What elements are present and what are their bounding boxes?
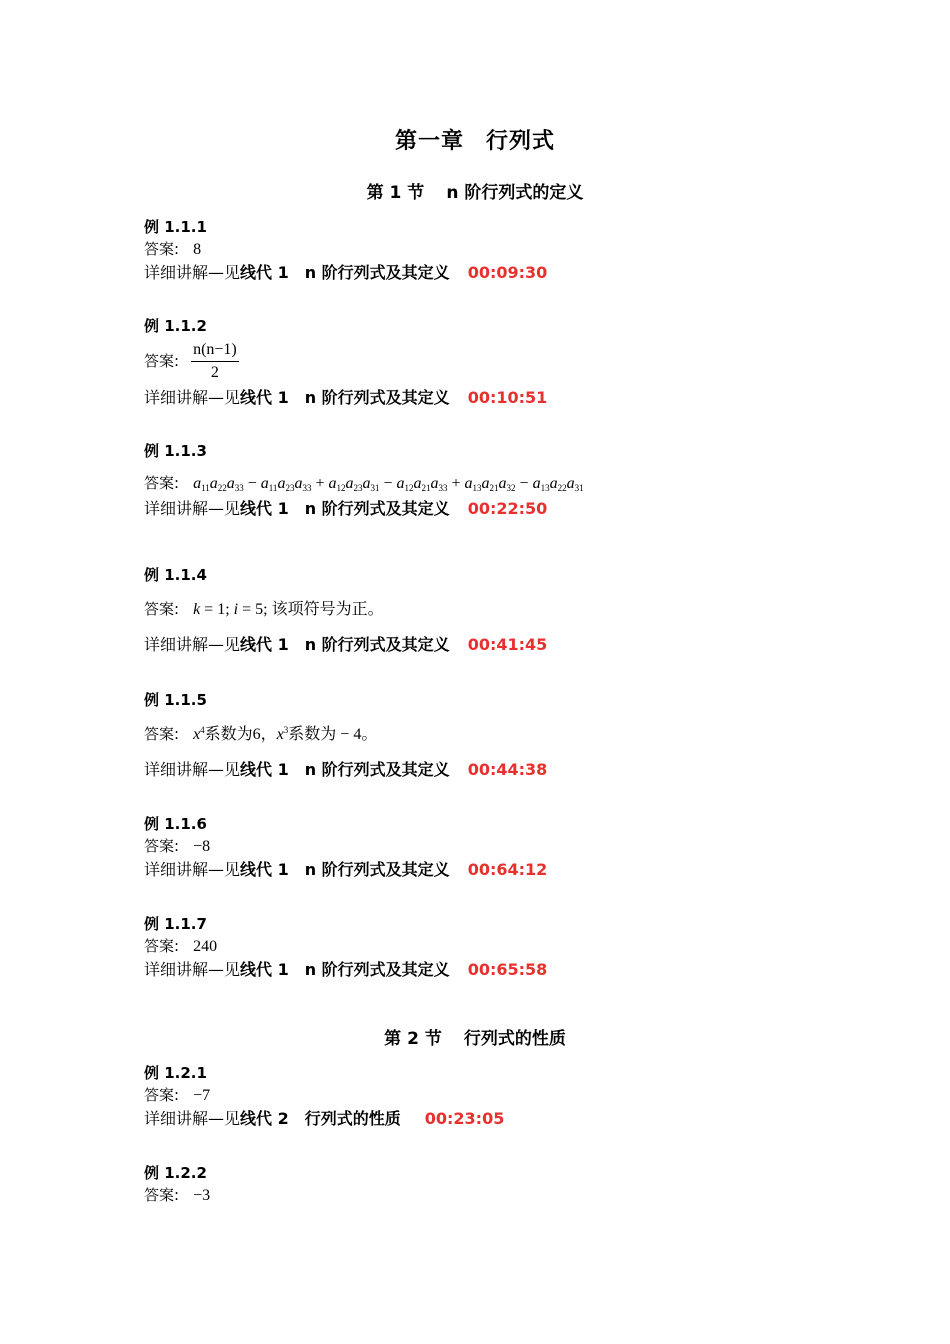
section-heading-2: [0, 1024, 950, 1049]
example-title: 例 1.1.4: [144, 566, 207, 584]
course-link[interactable]: 线代 1 n 阶行列式及其定义: [240, 860, 450, 879]
fraction-denominator: 2: [210, 364, 219, 381]
timestamp[interactable]: 00:44:38: [467, 760, 548, 779]
answer-line: [144, 834, 864, 858]
example-title: 例 1.1.3: [144, 442, 207, 460]
course-link[interactable]: 线代 1 n 阶行列式及其定义: [240, 635, 450, 654]
detail-line: [144, 858, 864, 882]
answer-text: 该项符号为正。: [271, 601, 384, 618]
answer-label: 答案:: [144, 837, 180, 855]
course-link[interactable]: 线代 1 n 阶行列式及其定义: [240, 760, 450, 779]
example-title: 例 1.1.1: [144, 218, 207, 236]
section-label: 第 2 节: [384, 1029, 442, 1049]
answer-value: −7: [193, 1087, 211, 1104]
answer-formula-2: $x^3$: [276, 725, 289, 743]
answer-line: [144, 597, 864, 621]
answer-line: [144, 1083, 864, 1107]
detail-lead: 详细讲解—见: [144, 263, 241, 282]
timestamp[interactable]: 00:41:45: [467, 635, 548, 654]
course-link[interactable]: 线代 2 行列式的性质: [240, 1109, 401, 1128]
example-block: [144, 316, 864, 410]
answer-value: −8: [193, 838, 211, 855]
detail-lead: 详细讲解—见: [144, 760, 241, 779]
detail-line: [144, 261, 864, 285]
timestamp[interactable]: 00:22:50: [467, 499, 548, 518]
answer-line: [144, 237, 864, 261]
answer-label: 答案:: [144, 725, 180, 743]
answer-value: 8: [193, 241, 202, 258]
example-block: [144, 217, 864, 285]
example-block: [144, 914, 864, 982]
course-link[interactable]: 线代 1 n 阶行列式及其定义: [240, 499, 450, 518]
answer-label: 答案:: [144, 937, 180, 955]
detail-line: [144, 1107, 864, 1131]
course-link[interactable]: 线代 1 n 阶行列式及其定义: [240, 960, 450, 979]
detail-line: [144, 386, 864, 410]
example-block: [144, 690, 864, 782]
example-block: [144, 441, 864, 521]
detail-lead: 详细讲解—见: [144, 499, 241, 518]
answer-label: 答案:: [144, 240, 180, 258]
chapter-number: 第一章: [394, 129, 464, 154]
answer-value: 240: [193, 938, 218, 955]
answer-label: 答案:: [144, 600, 180, 618]
section-heading-1: [0, 178, 950, 203]
section-name: 行列式的性质: [463, 1029, 566, 1049]
timestamp[interactable]: 00:09:30: [467, 263, 548, 282]
example-title: 例 1.2.1: [144, 1064, 207, 1082]
fraction-numerator: n(n−1): [191, 341, 239, 362]
answer-formula: k = 1; i = 5;: [193, 601, 272, 618]
example-block: [144, 565, 864, 657]
answer-label: 答案:: [144, 474, 180, 492]
timestamp[interactable]: 00:23:05: [424, 1109, 505, 1128]
example-title: 例 1.2.2: [144, 1164, 207, 1182]
detail-lead: 详细讲解—见: [144, 635, 241, 654]
answer-line: [144, 471, 864, 495]
detail-lead: 详细讲解—见: [144, 388, 241, 407]
timestamp[interactable]: 00:10:51: [467, 388, 548, 407]
detail-line: [144, 758, 864, 782]
detail-lead: 详细讲解—见: [144, 860, 241, 879]
answer-formula: $a_{11}a_{22}a_{33} - a_{11}a_{23}a_{33} + a_{12}a_{23}a_{31} - a_{12}a_{21}a_{33} + a_{13}a_{21}a_{32} - a_{13}a_{22}a_{31}$: [193, 475, 584, 493]
section-label: 第 1 节: [366, 183, 425, 203]
example-title: 例 1.1.2: [144, 317, 207, 335]
detail-line: [144, 633, 864, 657]
timestamp[interactable]: 00:65:58: [467, 960, 548, 979]
answer-line: [144, 336, 864, 386]
timestamp[interactable]: 00:64:12: [467, 860, 548, 879]
answer-line: [144, 722, 864, 746]
answer-fraction: [191, 341, 239, 382]
answer-text-1: 系数为6，: [204, 726, 277, 743]
course-link[interactable]: 线代 1 n 阶行列式及其定义: [240, 263, 450, 282]
detail-lead: 详细讲解—见: [144, 960, 241, 979]
answer-formula: $x^4$: [193, 725, 205, 743]
answer-label: 答案:: [144, 352, 180, 370]
detail-line: [144, 497, 864, 521]
course-link[interactable]: 线代 1 n 阶行列式及其定义: [240, 388, 450, 407]
answer-value: −3: [193, 1187, 211, 1204]
answer-label: 答案:: [144, 1186, 180, 1204]
answer-text-2: 系数为 − 4。: [288, 726, 378, 743]
example-title: 例 1.1.5: [144, 691, 207, 709]
example-block: [144, 1163, 864, 1207]
chapter-name: 行列式: [486, 129, 556, 154]
answer-line: [144, 1183, 864, 1207]
example-title: 例 1.1.7: [144, 915, 207, 933]
section-name: n 阶行列式的定义: [446, 183, 584, 203]
detail-line: [144, 958, 864, 982]
answer-label: 答案:: [144, 1086, 180, 1104]
example-title: 例 1.1.6: [144, 815, 207, 833]
example-block: [144, 814, 864, 882]
example-block: [144, 1063, 864, 1131]
answer-line: [144, 934, 864, 958]
chapter-heading: [0, 124, 950, 155]
detail-lead: 详细讲解—见: [144, 1109, 241, 1128]
